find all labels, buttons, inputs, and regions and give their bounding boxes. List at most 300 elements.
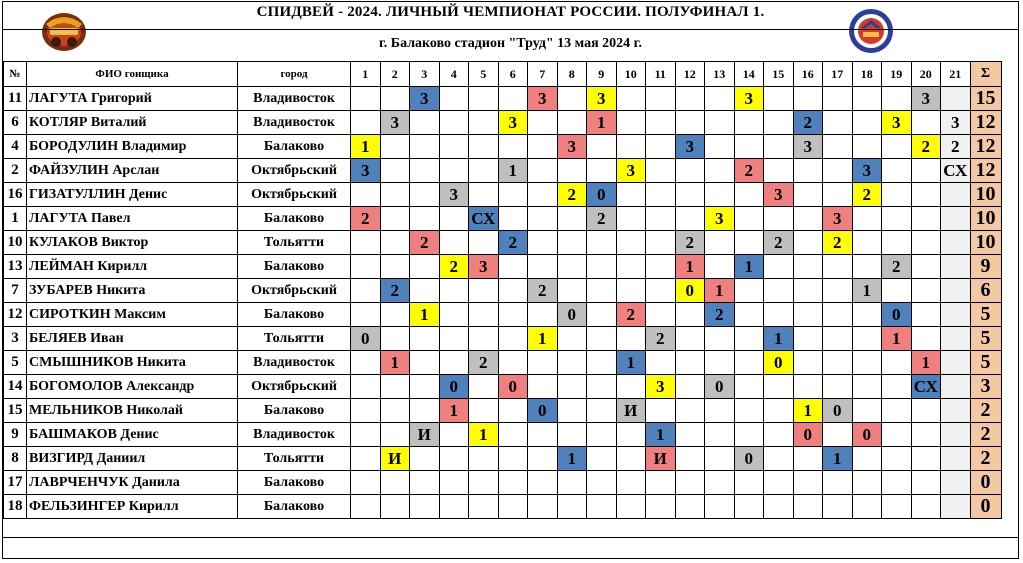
heat-score-cell (439, 135, 469, 159)
heat-score-cell (941, 423, 971, 447)
heat-score-cell: 2 (410, 231, 440, 255)
heat-score-cell (941, 303, 971, 327)
rider-city: Владивосток (238, 423, 351, 447)
rider-total: 15 (970, 87, 1001, 111)
heat-score-cell (793, 495, 823, 519)
heat-score-cell: 0 (734, 447, 764, 471)
heat-score-cell (351, 471, 381, 495)
rider-number: 6 (4, 111, 27, 135)
heat-score-cell (823, 471, 853, 495)
heat-score-cell: 2 (351, 207, 381, 231)
heat-score-cell (882, 495, 912, 519)
table-row (4, 87, 1002, 111)
heat-score-cell (675, 207, 705, 231)
table-bottom-border (2, 537, 1019, 538)
heat-score-cell (351, 423, 381, 447)
heat-score-cell: 3 (616, 159, 646, 183)
heat-score-cell: 3 (764, 183, 794, 207)
rider-total: 2 (970, 447, 1001, 471)
col-header-heat-12: 12 (675, 62, 705, 87)
heat-score-cell: 2 (557, 183, 587, 207)
heat-score-cell (823, 255, 853, 279)
heat-score-cell: 3 (557, 135, 587, 159)
empty-cell (941, 519, 971, 539)
heat-score-cell (410, 207, 440, 231)
heat-score-cell (380, 135, 410, 159)
heat-score-cell (646, 159, 676, 183)
empty-cell (238, 519, 351, 539)
heat-score-cell (469, 471, 499, 495)
heat-score-cell (528, 471, 558, 495)
col-header-heat-21: 21 (941, 62, 971, 87)
rider-city: Тольятти (238, 231, 351, 255)
col-header-heat-9: 9 (587, 62, 617, 87)
heat-score-cell (734, 399, 764, 423)
heat-score-cell (380, 471, 410, 495)
heat-score-cell: 1 (823, 447, 853, 471)
heat-score-cell: 3 (528, 87, 558, 111)
heat-score-cell (498, 447, 528, 471)
heat-score-cell (882, 207, 912, 231)
heat-score-cell (705, 231, 735, 255)
rider-city: Балаково (238, 207, 351, 231)
page-subtitle: г. Балаково стадион "Труд" 13 мая 2024 г. (379, 36, 642, 51)
heat-score-cell (616, 423, 646, 447)
heat-score-cell (616, 183, 646, 207)
heat-score-cell (498, 471, 528, 495)
heat-score-cell: 2 (616, 303, 646, 327)
heat-score-cell: 1 (734, 255, 764, 279)
heat-score-cell (941, 399, 971, 423)
heat-score-cell (941, 207, 971, 231)
heat-score-cell: 3 (439, 183, 469, 207)
heat-score-cell (410, 495, 440, 519)
heat-score-cell: 2 (852, 183, 882, 207)
heat-score-cell (587, 279, 617, 303)
heat-score-cell (469, 303, 499, 327)
rider-city: Октябрьский (238, 375, 351, 399)
heat-score-cell (793, 351, 823, 375)
heat-score-cell (793, 447, 823, 471)
heat-score-cell (439, 87, 469, 111)
rider-name: КОТЛЯР Виталий (27, 111, 238, 135)
heat-score-cell (587, 471, 617, 495)
heat-score-cell (616, 111, 646, 135)
rider-city: Октябрьский (238, 183, 351, 207)
heat-score-cell (528, 111, 558, 135)
rider-total: 12 (970, 159, 1001, 183)
heat-score-cell (882, 135, 912, 159)
heat-score-cell: 2 (498, 231, 528, 255)
heat-score-cell (380, 423, 410, 447)
heat-score-cell (351, 303, 381, 327)
heat-score-cell: 3 (882, 111, 912, 135)
heat-score-cell (793, 279, 823, 303)
heat-score-cell (587, 135, 617, 159)
heat-score-cell: 1 (469, 423, 499, 447)
heat-score-cell (911, 159, 941, 183)
heat-score-cell (351, 87, 381, 111)
heat-score-cell (734, 303, 764, 327)
heat-score-cell (439, 111, 469, 135)
results-table (3, 61, 1002, 539)
table-row (4, 279, 1002, 303)
heat-score-cell (675, 375, 705, 399)
heat-score-cell: 3 (675, 135, 705, 159)
heat-score-cell (882, 351, 912, 375)
empty-cell (852, 519, 882, 539)
rider-number: 11 (4, 87, 27, 111)
heat-score-cell: 1 (911, 351, 941, 375)
heat-score-cell (793, 327, 823, 351)
table-row (4, 255, 1002, 279)
heat-score-cell (587, 447, 617, 471)
heat-score-cell (705, 471, 735, 495)
heat-score-cell (675, 399, 705, 423)
rider-name: МЕЛЬНИКОВ Николай (27, 399, 238, 423)
rider-total: 2 (970, 399, 1001, 423)
empty-cell (351, 519, 381, 539)
heat-score-cell: 0 (587, 183, 617, 207)
col-header-heat-20: 20 (911, 62, 941, 87)
heat-score-cell: 3 (410, 87, 440, 111)
heat-score-cell: 0 (705, 375, 735, 399)
heat-score-cell: 2 (705, 303, 735, 327)
rider-total: 12 (970, 111, 1001, 135)
heat-score-cell (646, 135, 676, 159)
empty-cell (970, 519, 1001, 539)
rider-city: Балаково (238, 135, 351, 159)
heat-score-cell: 0 (557, 303, 587, 327)
heat-score-cell (469, 399, 499, 423)
heat-score-cell (646, 207, 676, 231)
heat-score-cell (528, 375, 558, 399)
heat-score-cell (498, 399, 528, 423)
heat-score-cell (852, 87, 882, 111)
table-row (4, 447, 1002, 471)
heat-score-cell (528, 207, 558, 231)
empty-cell (616, 519, 646, 539)
heat-score-cell (734, 495, 764, 519)
heat-score-cell (646, 471, 676, 495)
heat-score-cell (793, 303, 823, 327)
heat-score-cell (439, 207, 469, 231)
heat-score-cell: СХ (911, 375, 941, 399)
rider-total: 10 (970, 231, 1001, 255)
heat-score-cell (793, 183, 823, 207)
heat-score-cell (498, 183, 528, 207)
col-header-heat-6: 6 (498, 62, 528, 87)
rider-name: ЛАГУТА Павел (27, 207, 238, 231)
table-row (4, 135, 1002, 159)
heat-score-cell: 1 (380, 351, 410, 375)
empty-cell (528, 519, 558, 539)
heat-score-cell (528, 447, 558, 471)
heat-score-cell (852, 447, 882, 471)
heat-score-cell: 2 (646, 327, 676, 351)
rider-number: 16 (4, 183, 27, 207)
col-header-city: город (238, 62, 351, 87)
heat-score-cell (941, 279, 971, 303)
heat-score-cell: 3 (911, 87, 941, 111)
rider-number: 14 (4, 375, 27, 399)
heat-score-cell (528, 351, 558, 375)
heat-score-cell (380, 303, 410, 327)
heat-score-cell (410, 399, 440, 423)
rider-city: Октябрьский (238, 279, 351, 303)
heat-score-cell (410, 447, 440, 471)
heat-score-cell: И (646, 447, 676, 471)
heat-score-cell (410, 351, 440, 375)
heat-score-cell: 3 (941, 111, 971, 135)
heat-score-cell (439, 231, 469, 255)
heat-score-cell (557, 159, 587, 183)
heat-score-cell (469, 183, 499, 207)
heat-score-cell (646, 495, 676, 519)
heat-score-cell (469, 135, 499, 159)
heat-score-cell (469, 87, 499, 111)
heat-score-cell (439, 471, 469, 495)
heat-score-cell (734, 111, 764, 135)
heat-score-cell (675, 471, 705, 495)
heat-score-cell: 1 (498, 159, 528, 183)
heat-score-cell (410, 279, 440, 303)
heat-score-cell (764, 135, 794, 159)
empty-cell (380, 519, 410, 539)
heat-score-cell: 0 (764, 351, 794, 375)
rider-name: ЗУБАРЕВ Никита (27, 279, 238, 303)
col-header-num: № (4, 62, 27, 87)
rider-number: 12 (4, 303, 27, 327)
heat-score-cell: 1 (557, 447, 587, 471)
table-row (4, 231, 1002, 255)
heat-score-cell (439, 495, 469, 519)
col-header-heat-4: 4 (439, 62, 469, 87)
heat-score-cell (469, 231, 499, 255)
heat-score-cell (469, 495, 499, 519)
heat-score-cell (528, 135, 558, 159)
col-header-heat-7: 7 (528, 62, 558, 87)
heat-score-cell (675, 495, 705, 519)
rider-city: Октябрьский (238, 159, 351, 183)
heat-score-cell: И (616, 399, 646, 423)
heat-score-cell (439, 447, 469, 471)
heat-score-cell (823, 87, 853, 111)
heat-score-cell (675, 447, 705, 471)
heat-score-cell (557, 327, 587, 351)
heat-score-cell (941, 183, 971, 207)
empty-row (4, 519, 1002, 539)
heat-score-cell (734, 207, 764, 231)
heat-score-cell (911, 183, 941, 207)
heat-score-cell (616, 279, 646, 303)
heat-score-cell: 1 (439, 399, 469, 423)
heat-score-cell (469, 375, 499, 399)
heat-score-cell (764, 375, 794, 399)
heat-score-cell (764, 87, 794, 111)
heat-score-cell (351, 447, 381, 471)
empty-cell (764, 519, 794, 539)
heat-score-cell (587, 303, 617, 327)
heat-score-cell: 3 (351, 159, 381, 183)
rider-city: Балаково (238, 495, 351, 519)
heat-score-cell (351, 279, 381, 303)
heat-score-cell (439, 327, 469, 351)
heat-score-cell (646, 231, 676, 255)
rider-number: 15 (4, 399, 27, 423)
col-header-heat-8: 8 (557, 62, 587, 87)
heat-score-cell: 3 (380, 111, 410, 135)
heat-score-cell (557, 495, 587, 519)
heat-score-cell (646, 111, 676, 135)
heat-score-cell (823, 111, 853, 135)
heat-score-cell (882, 87, 912, 111)
col-header-heat-14: 14 (734, 62, 764, 87)
heat-score-cell (587, 423, 617, 447)
heat-score-cell (557, 231, 587, 255)
heat-score-cell (675, 423, 705, 447)
heat-score-cell (380, 231, 410, 255)
heat-score-cell (616, 87, 646, 111)
rider-name: ФАЙЗУЛИН Арслан (27, 159, 238, 183)
heat-score-cell (911, 255, 941, 279)
heat-score-cell (852, 471, 882, 495)
rider-total: 3 (970, 375, 1001, 399)
heat-score-cell (705, 135, 735, 159)
rider-total: 9 (970, 255, 1001, 279)
heat-score-cell (498, 495, 528, 519)
heat-score-cell (528, 423, 558, 447)
rider-total: 12 (970, 135, 1001, 159)
table-row (4, 375, 1002, 399)
heat-score-cell (646, 399, 676, 423)
heat-score-cell: 1 (705, 279, 735, 303)
heat-score-cell (351, 399, 381, 423)
heat-score-cell (469, 159, 499, 183)
heat-score-cell (380, 183, 410, 207)
heat-score-cell (351, 375, 381, 399)
heat-score-cell (941, 87, 971, 111)
heat-score-cell: 1 (616, 351, 646, 375)
rider-total: 0 (970, 471, 1001, 495)
heat-score-cell: 3 (852, 159, 882, 183)
heat-score-cell: 3 (587, 87, 617, 111)
heat-score-cell (882, 159, 912, 183)
heat-score-cell (852, 375, 882, 399)
heat-score-cell (823, 135, 853, 159)
heat-score-cell: СХ (469, 207, 499, 231)
table-row (4, 207, 1002, 231)
col-header-heat-11: 11 (646, 62, 676, 87)
heat-score-cell: 2 (941, 135, 971, 159)
rider-city: Тольятти (238, 447, 351, 471)
heat-score-cell: 0 (823, 399, 853, 423)
heat-score-cell (941, 327, 971, 351)
rider-number: 13 (4, 255, 27, 279)
rider-city: Балаково (238, 399, 351, 423)
heat-score-cell (380, 207, 410, 231)
heat-score-cell (498, 207, 528, 231)
heat-score-cell (498, 87, 528, 111)
heat-score-cell (734, 279, 764, 303)
heat-score-cell (764, 303, 794, 327)
heat-score-cell (911, 207, 941, 231)
heat-score-cell (410, 111, 440, 135)
rider-city: Балаково (238, 303, 351, 327)
heat-score-cell (410, 159, 440, 183)
rider-number: 8 (4, 447, 27, 471)
heat-score-cell: 0 (882, 303, 912, 327)
heat-score-cell (557, 399, 587, 423)
heat-score-cell (764, 399, 794, 423)
heat-score-cell: 1 (852, 279, 882, 303)
heat-score-cell (410, 135, 440, 159)
heat-score-cell (941, 495, 971, 519)
heat-score-cell (705, 255, 735, 279)
heat-score-cell: 2 (734, 159, 764, 183)
rider-name: БОРОДУЛИН Владимир (27, 135, 238, 159)
heat-score-cell (380, 495, 410, 519)
rider-city: Балаково (238, 471, 351, 495)
rider-total: 6 (970, 279, 1001, 303)
heat-score-cell (587, 375, 617, 399)
heat-score-cell (380, 159, 410, 183)
col-header-heat-13: 13 (705, 62, 735, 87)
heat-score-cell (498, 135, 528, 159)
heat-score-cell (705, 495, 735, 519)
rider-name: СИРОТКИН Максим (27, 303, 238, 327)
heat-score-cell (764, 279, 794, 303)
heat-score-cell (793, 207, 823, 231)
heat-score-cell (646, 183, 676, 207)
heat-score-cell (557, 87, 587, 111)
empty-cell (793, 519, 823, 539)
heat-score-cell (528, 495, 558, 519)
rider-city: Владивосток (238, 351, 351, 375)
heat-score-cell (911, 111, 941, 135)
heat-score-cell (705, 159, 735, 183)
rider-name: ЛАВРЧЕНЧУК Данила (27, 471, 238, 495)
heat-score-cell (439, 303, 469, 327)
heat-score-cell (764, 159, 794, 183)
table-row (4, 471, 1002, 495)
rider-city: Тольятти (238, 327, 351, 351)
heat-score-cell (852, 303, 882, 327)
heat-score-cell (823, 159, 853, 183)
heat-score-cell (911, 231, 941, 255)
heat-score-cell (823, 495, 853, 519)
heat-score-cell: 0 (528, 399, 558, 423)
heat-score-cell (882, 183, 912, 207)
heat-score-cell (587, 231, 617, 255)
heat-score-cell: 1 (587, 111, 617, 135)
heat-score-cell (911, 471, 941, 495)
heat-score-cell (764, 255, 794, 279)
empty-cell (705, 519, 735, 539)
heat-score-cell (823, 183, 853, 207)
col-header-heat-16: 16 (793, 62, 823, 87)
heat-score-cell (882, 279, 912, 303)
rider-name: ФЕЛЬЗИНГЕР Кирилл (27, 495, 238, 519)
heat-score-cell (705, 111, 735, 135)
heat-score-cell (469, 111, 499, 135)
heat-score-cell (793, 231, 823, 255)
heat-score-cell (675, 327, 705, 351)
heat-score-cell (911, 279, 941, 303)
heat-score-cell (823, 279, 853, 303)
heat-score-cell (528, 231, 558, 255)
heat-score-cell (380, 399, 410, 423)
